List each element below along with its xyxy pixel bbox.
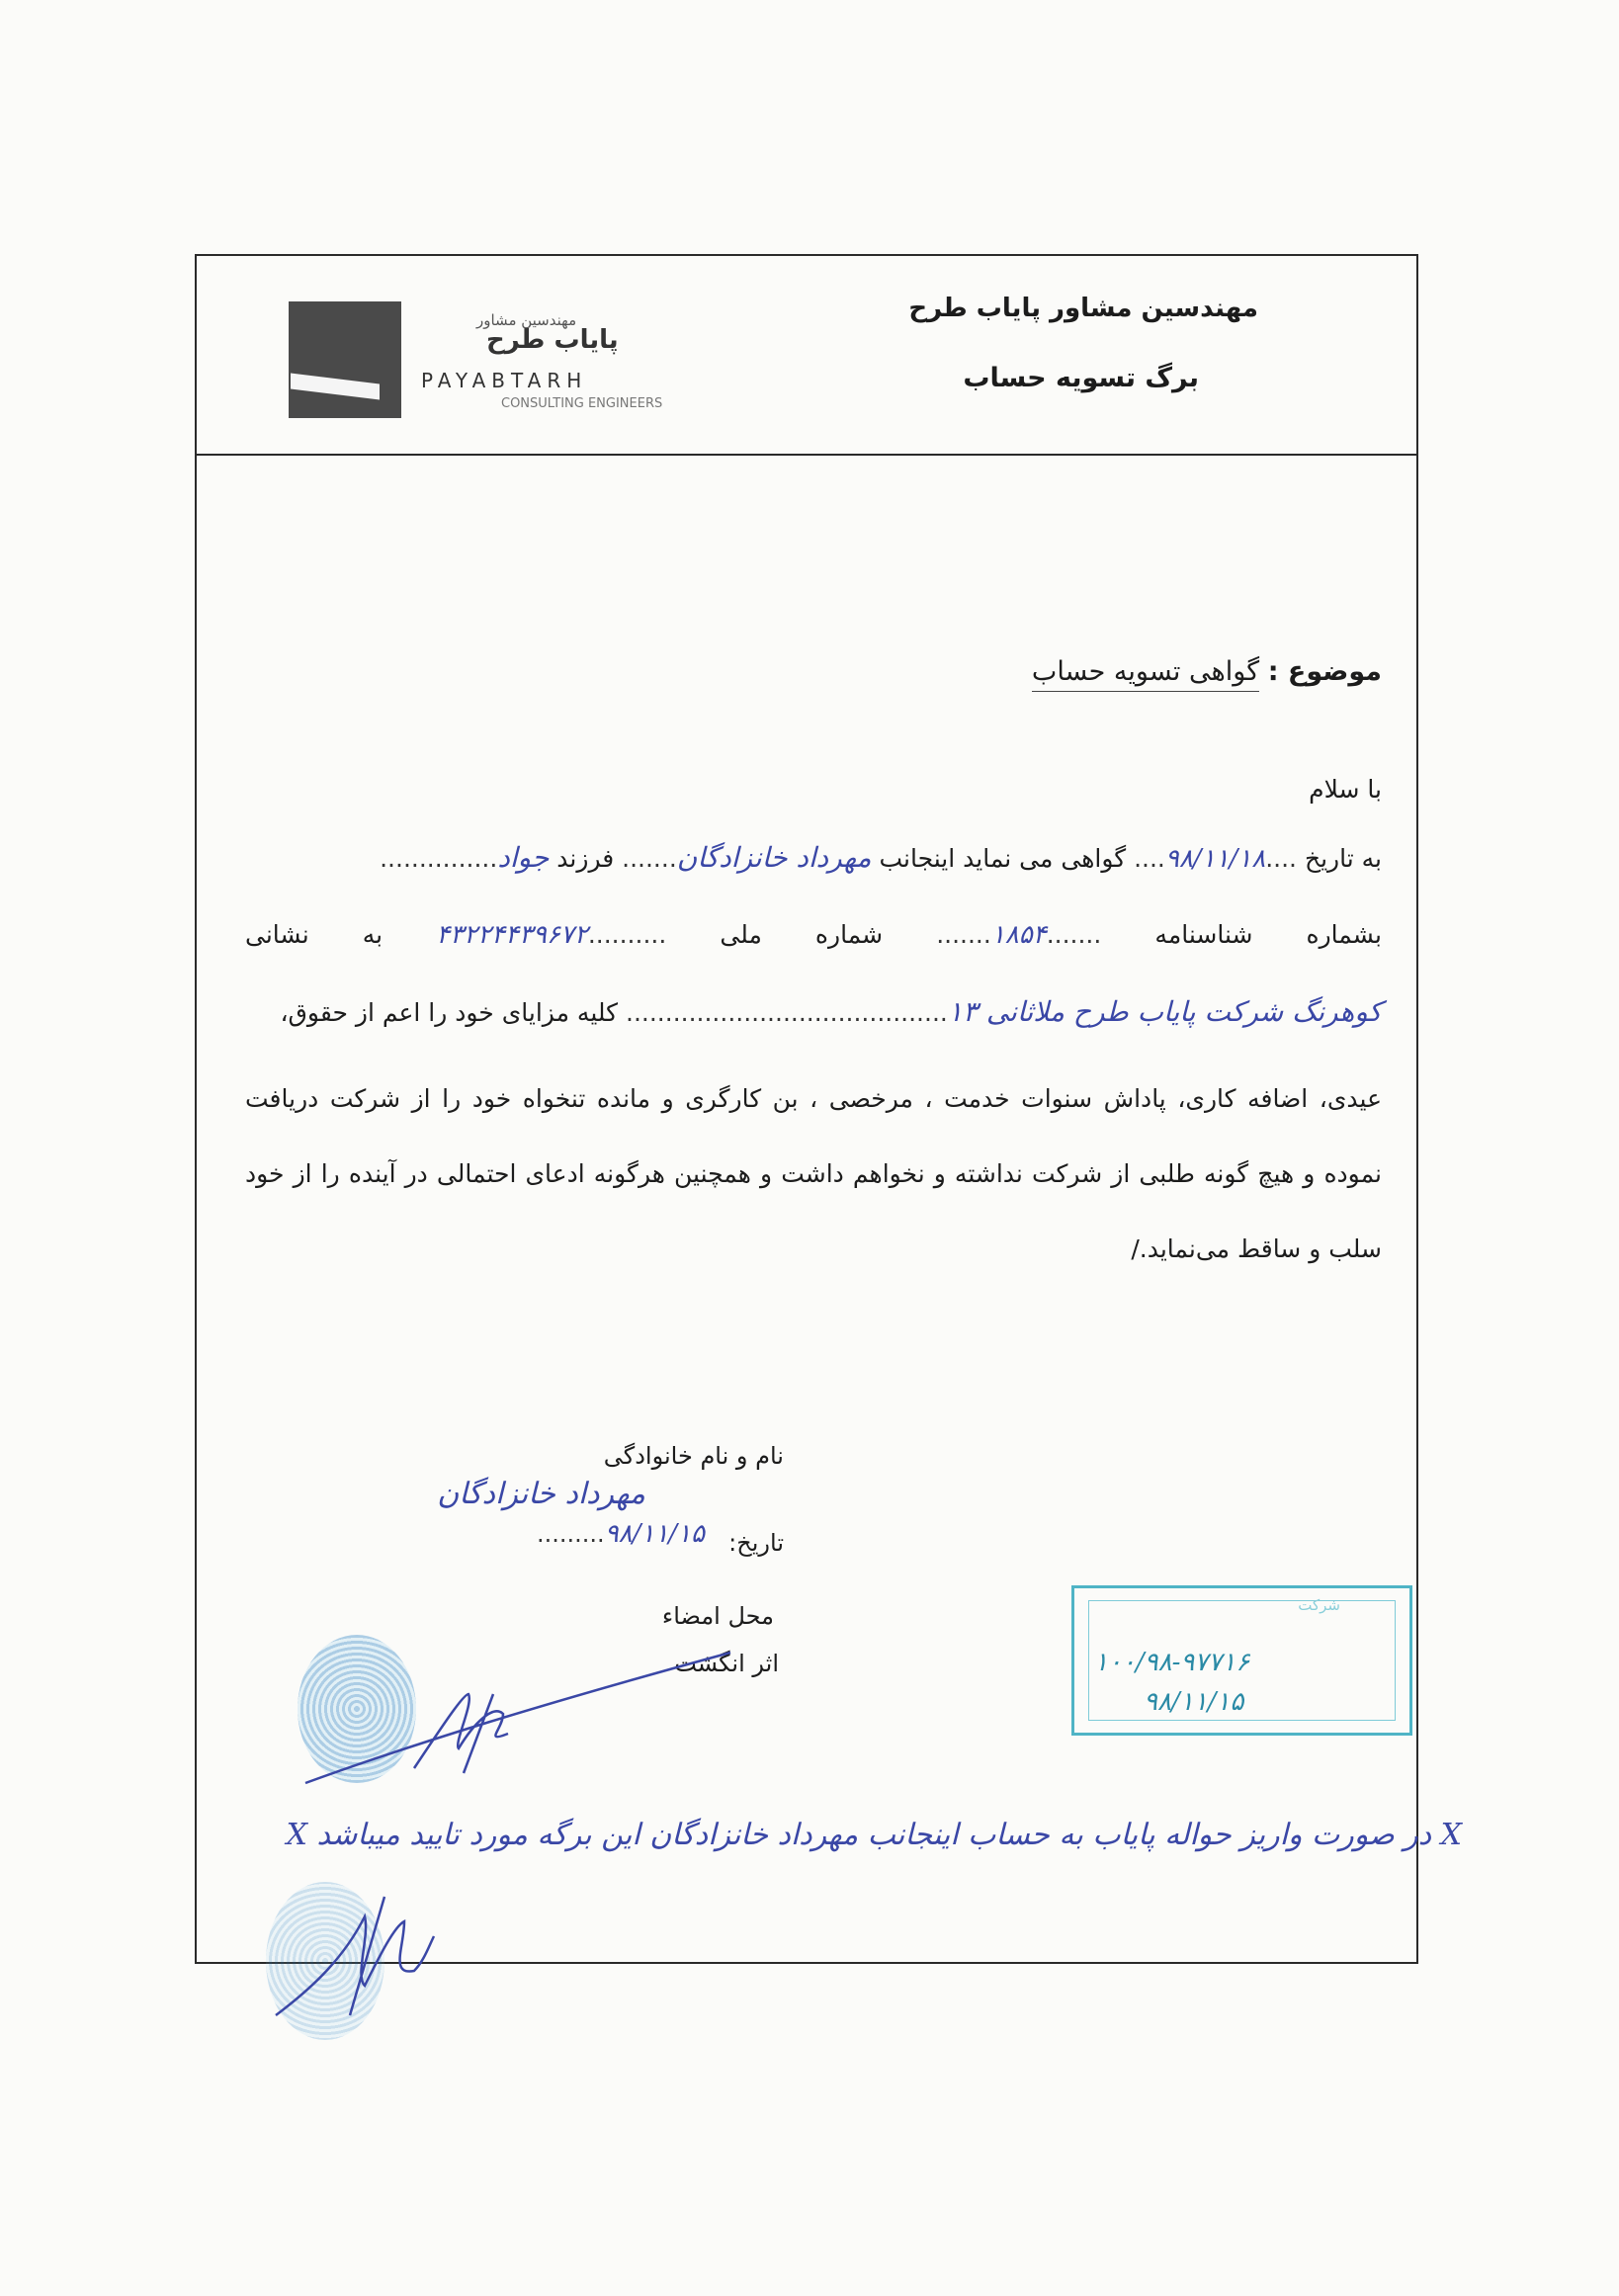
company-logo: [289, 301, 704, 420]
subject-value: گواهی تسویه حساب: [1032, 656, 1259, 692]
logo-mark: [289, 301, 401, 418]
form-frame: [195, 254, 1462, 1964]
handwritten-father-name: جواد: [497, 841, 550, 874]
handwritten-note: X در صورت واریز حواله پایاب به حساب اینجانب مهرداد خانزادگان این برگه مورد تایید میباشد X: [286, 1818, 1462, 1852]
handwritten-national-id: ۴۳۲۲۴۴۳۹۶۷۲: [436, 920, 588, 950]
logo-fa-name: پایاب طرح: [486, 325, 619, 355]
statement-line-1: به تاریخ ....۹۸/۱۱/۱۸.... گواهی می نماید اینجانب مهرداد خانزادگان....... فرزند جواد...............: [380, 841, 1382, 874]
thumbprint-label: اثر انگشت: [674, 1650, 779, 1677]
text-all-benefits: کلیه مزایای خود را اعم از حقوق،: [280, 998, 619, 1027]
logo-small-text: مهندسین مشاور: [476, 311, 577, 329]
handwritten-signer-date: ۹۸/۱۱/۱۵: [604, 1519, 705, 1549]
stamp-faded-text: شرکت: [1298, 1596, 1340, 1614]
header-text: [908, 294, 1258, 393]
handwritten-signer-name: مهرداد خانزادگان: [437, 1477, 645, 1511]
signature-place-label: محل امضاء: [661, 1602, 774, 1630]
text-on-date: به تاریخ: [1304, 844, 1382, 873]
signature-1: [296, 1635, 750, 1793]
form-title: برگ تسویه حساب: [963, 363, 1199, 393]
subject-label: موضوع :: [1267, 656, 1382, 687]
handwritten-address: کوهرنگ شرکت پایاب طرح ملاثانی ۱۳: [947, 995, 1382, 1028]
company-stamp: [1071, 1585, 1412, 1736]
signer-date: ۹۸/۱۱/۱۵.........: [537, 1519, 705, 1549]
name-label: نام و نام خانوادگی: [603, 1442, 784, 1470]
statement-line-2: بشماره شناسنامه .......۱۸۵۴....... شماره ملی ..........۴۳۲۲۴۴۳۹۶۷۲ به نشانی: [245, 920, 1383, 950]
signature-2: [256, 1877, 572, 2035]
company-name: مهندسین مشاور پایاب طرح: [908, 294, 1258, 323]
text-address: به نشانی: [245, 920, 383, 949]
handwritten-id-number: ۱۸۵۴: [990, 920, 1047, 950]
header-divider: [197, 454, 1416, 456]
handwritten-name: مهرداد خانزادگان: [676, 841, 872, 874]
subject: [1032, 656, 1382, 687]
logo-en-sub: CONSULTING ENGINEERS: [501, 396, 663, 411]
stamp-number: ۱۰۰/۹۸-۹۷۷۱۶: [1094, 1648, 1250, 1677]
text-id-number: بشماره شناسنامه: [1154, 920, 1383, 949]
text-child-of: فرزند: [556, 844, 615, 873]
statement-paragraph: عیدی، اضافه کاری، پاداش سنوات خدمت ، مرخصی ، بن کارگری و مانده تنخواه خود را از شرکت دریافت نموده و هیچ گونه طلبی از شرکت نداشته و نخواهم داشت و همچنین هرگونه ادعای احتمالی در آینده را از خود سلب و ساقط می‌نماید./: [245, 1084, 1382, 1263]
text-certifies: گواهی می نماید اینجانب: [879, 844, 1127, 873]
logo-en-name: PAYABTARH: [421, 369, 588, 392]
handwritten-note-text: در صورت واریز حواله پایاب به حساب اینجانب مهرداد خانزادگان این برگه مورد تایید میباشد: [316, 1818, 1432, 1852]
text-national-id: شماره ملی: [720, 920, 884, 949]
statement-line-3: کوهرنگ شرکت پایاب طرح ملاثانی ۱۳......................................... کلیه مزایای خود را اعم از حقوق،: [280, 995, 1382, 1028]
stamp-date: ۹۸/۱۱/۱۵: [1144, 1687, 1244, 1717]
date-label: تاریخ:: [728, 1529, 784, 1557]
greeting: با سلام: [1309, 775, 1382, 804]
handwritten-date: ۹۸/۱۱/۱۸: [1164, 844, 1266, 874]
